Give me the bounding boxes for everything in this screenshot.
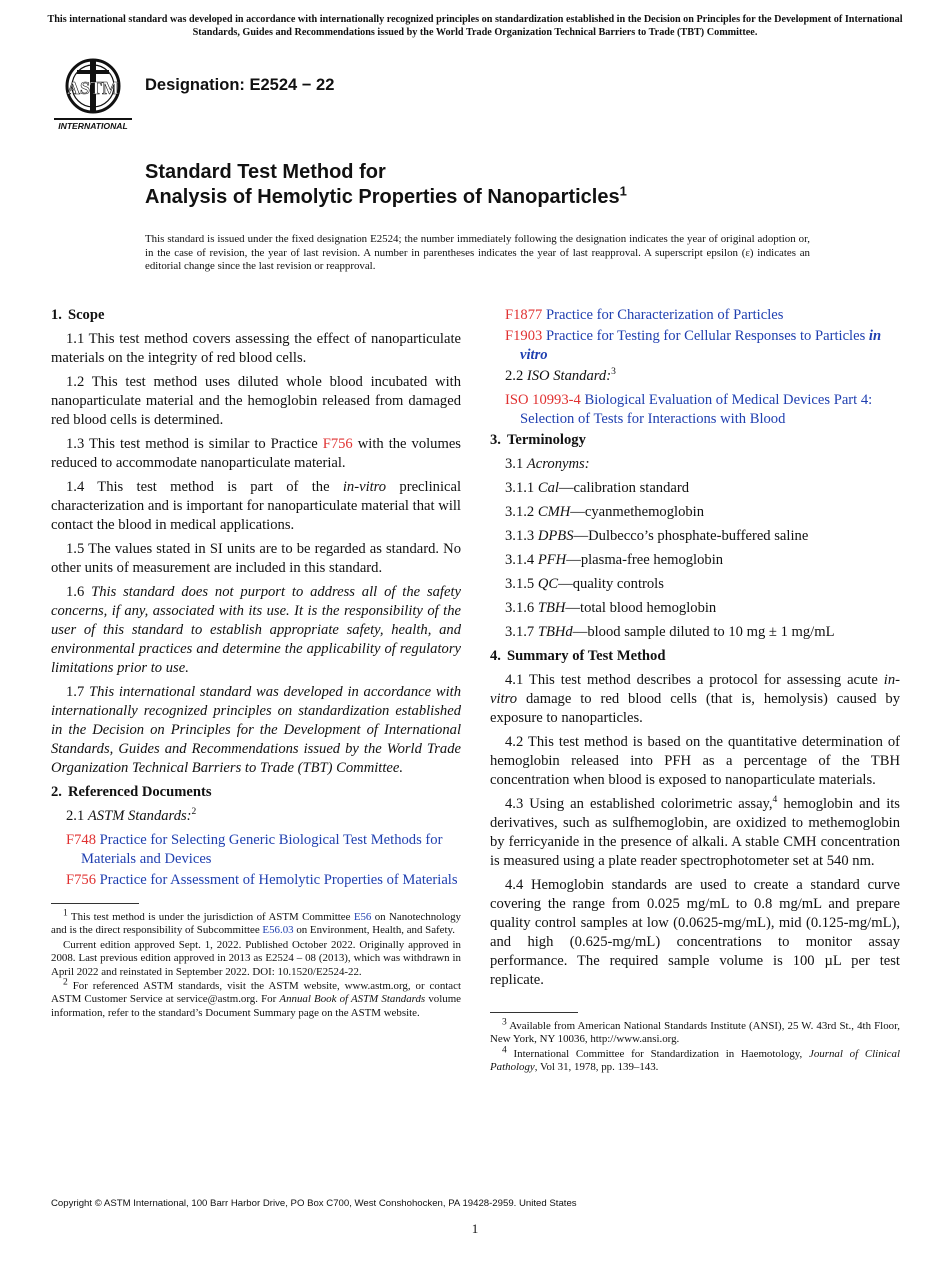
preface-note: This standard is issued under the fixed designation E2524; the number immediately following the designation indicates the year of original adoption or, in the case of revision, the year of last revision. A number in parentheses indicates the year of last reapproval. A superscript epsilon (ε) indicates an editorial change since the last revision or reapproval. [145, 233, 810, 272]
summary-4-1: 4.1 This test method describes a protocol for assessing acute in-vitro damage to red blood cells (that is, hemolysis) caused by exposure to nanoparticles. [490, 672, 900, 726]
logo-subtext: INTERNATIONAL [58, 121, 128, 131]
term-item: 3.1.6 TBH—total blood hemoglobin [505, 600, 717, 616]
section-scope-heading: 1. Scope [51, 307, 105, 323]
footnote-divider [490, 1012, 578, 1013]
footnote-divider [51, 903, 139, 904]
acronyms-label: 3.1 Acronyms: [505, 456, 590, 472]
document-title [145, 160, 627, 210]
section-refdocs-heading: 2. Referenced Documents [51, 784, 212, 800]
title-line-2 [145, 185, 627, 210]
term-item: 3.1.1 Cal—calibration standard [505, 480, 690, 496]
ref-f1903[interactable]: F1903 Practice for Testing for Cellular Responses to Particles in vitro [505, 328, 882, 363]
footnote-1-edition: Current edition approved Sept. 1, 2022. Published October 2022. Originally approved in 2008. Last previous edition approved in 2013 as E2524 – 08 (2013), which was withdrawn in April 2022 and reinstated in September 2022. DOI: 10.1520/E2524-22. [51, 938, 461, 978]
copyright: Copyright © ASTM International, 100 Barr Harbor Drive, PO Box C700, West Conshohocken, PA 19428-2959. United States [51, 1198, 577, 1209]
astm-logo [52, 56, 134, 132]
section-summary-heading: 4. Summary of Test Method [490, 648, 666, 664]
ref-iso-10993-4[interactable]: ISO 10993-4 Biological Evaluation of Medical Devices Part 4: Selection of Tests for Interactions with Blood [505, 392, 873, 427]
ref-f756[interactable]: F756 Practice for Assessment of Hemolytic Properties of Materials [66, 872, 458, 888]
scope-1-7: 1.7 This international standard was developed in accordance with internationally recognized principles on standardization established in the Decision on Principles for the Development of International Standards, Guides and Recommendations issued by the World Trade Organization Technical Barriers to Trade (TBT) Committee. [51, 684, 462, 776]
designation: Designation: E2524 − 22 [145, 76, 335, 94]
astm-standards-label: 2.1 ASTM Standards:$^2$ [66, 807, 197, 824]
title-line-1: Standard Test Method for [145, 161, 386, 183]
scope-1-3: 1.3 This test method is similar to Practice F756 with the volumes reduced to accommodate nanoparticulate material. [51, 436, 461, 471]
term-item: 3.1.5 QC—quality controls [505, 576, 664, 592]
scope-1-6: 1.6 This standard does not purport to address all of the safety concerns, if any, associated with its use. It is the responsibility of the user of this standard to establish appropriate safety, health, and environmental practices and determine the applicability of regulatory limitations prior to use. [51, 584, 461, 676]
term-item: 3.1.4 PFH—plasma-free hemoglobin [505, 552, 724, 568]
link-e56-03[interactable]: E56.03 [262, 924, 294, 937]
page-number: 1 [471, 1221, 479, 1236]
footnote-3: $^3$ Available from American National Standards Institute (ANSI), 25 W. 43rd St., 4th Floor, New York, NY 10036, http://www.ansi.org. [490, 1017, 900, 1046]
link-e56[interactable]: E56 [353, 911, 372, 923]
left-column [51, 306, 461, 1021]
title-main: Analysis of Hemolytic Properties of Nanoparticles [145, 186, 620, 208]
title-footnote-ref: 1 [619, 183, 627, 199]
logo-text: ASTM [66, 78, 120, 98]
section-terminology-heading: 3. Terminology [490, 432, 586, 448]
summary-4-2: 4.2 This test method is based on the quantitative determination of hemoglobin released into PFH as a percentage of the TBH concentration when blood is exposed to nanoparticulate materials. [490, 734, 900, 788]
right-column [490, 306, 900, 1076]
astm-logo-icon [52, 56, 134, 132]
scope-1-4: 1.4 This test method is part of the in-vitro preclinical characterization and is important for nanoparticulate material that will contact the blood in medical applications. [51, 479, 462, 533]
term-item: 3.1.7 TBHd—blood sample diluted to 10 mg ± 1 mg/mL [505, 624, 835, 640]
ref-f748[interactable]: F748 Practice for Selecting Generic Biological Test Methods for Materials and Devices [66, 832, 443, 867]
scope-1-2: 1.2 This test method uses diluted whole blood incubated with nanoparticulate material and the hemoglobin released from damaged red blood cells is determined. [51, 374, 461, 428]
term-item: 3.1.3 DPBS—Dulbecco’s phosphate-buffered saline [505, 528, 809, 544]
tbt-notice: This international standard was developed in accordance with internationally recognized principles on standardization established in the Decision on Principles for the Development of International Standards, Guides and Recommendations issued by the World Trade Organization Technical Barriers to Trade (TBT) Committee. [47, 14, 903, 38]
summary-4-4: 4.4 Hemoglobin standards are used to create a standard curve covering the range from 0.025 mg/mL to 0.8 mg/mL and prepare quality control samples at low (0.0625-mg/mL), mid (0.125-mg/mL), and high (0.625-mg/mL) concentrations to monitor assay performance. The required sample volume is 100 µL per test replicate. [490, 877, 900, 988]
iso-standard-label: 2.2 ISO Standard:$^3$ [505, 367, 616, 384]
ref-f1877[interactable]: F1877 Practice for Characterization of Particles [505, 307, 784, 323]
summary-4-3: 4.3 Using an established colorimetric assay,$^4$ hemoglobin and its derivatives, such as sulfhemoglobin, are oxidized to methemoglobin by ferricyanide in the presence of alkali. A stable CMH concentration is measured using a plate reader spectrophotometer set at 540 nm. [490, 795, 900, 869]
scope-1-5: 1.5 The values stated in SI units are to be regarded as standard. No other units of measurement are included in this standard. [51, 541, 461, 576]
link-f756[interactable]: F756 [322, 436, 353, 452]
footnote-1: $^1$ This test method is under the jurisdiction of ASTM Committee E56 on Nanotechnology and is the direct responsibility of Subcommittee E56.03 on Environment, Health, and Safety. [51, 908, 461, 937]
scope-1-1: 1.1 This test method covers assessing the effect of nanoparticulate materials on the integrity of red blood cells. [51, 331, 461, 366]
footnote-2: $^2$ For referenced ASTM standards, visit the ASTM website, www.astm.org, or contact ASTM Customer Service at service@astm.org. For Annual Book of ASTM Standards volume information, refer to the standard’s Document Summary page on the ASTM website. [51, 977, 461, 1019]
term-item: 3.1.2 CMH—cyanmethemoglobin [505, 504, 705, 520]
footnote-4: $^4$ International Committee for Standardization in Haemotology, Journal of Clinical Pathology, Vol 31, 1978, pp. 139–143. [490, 1045, 900, 1074]
